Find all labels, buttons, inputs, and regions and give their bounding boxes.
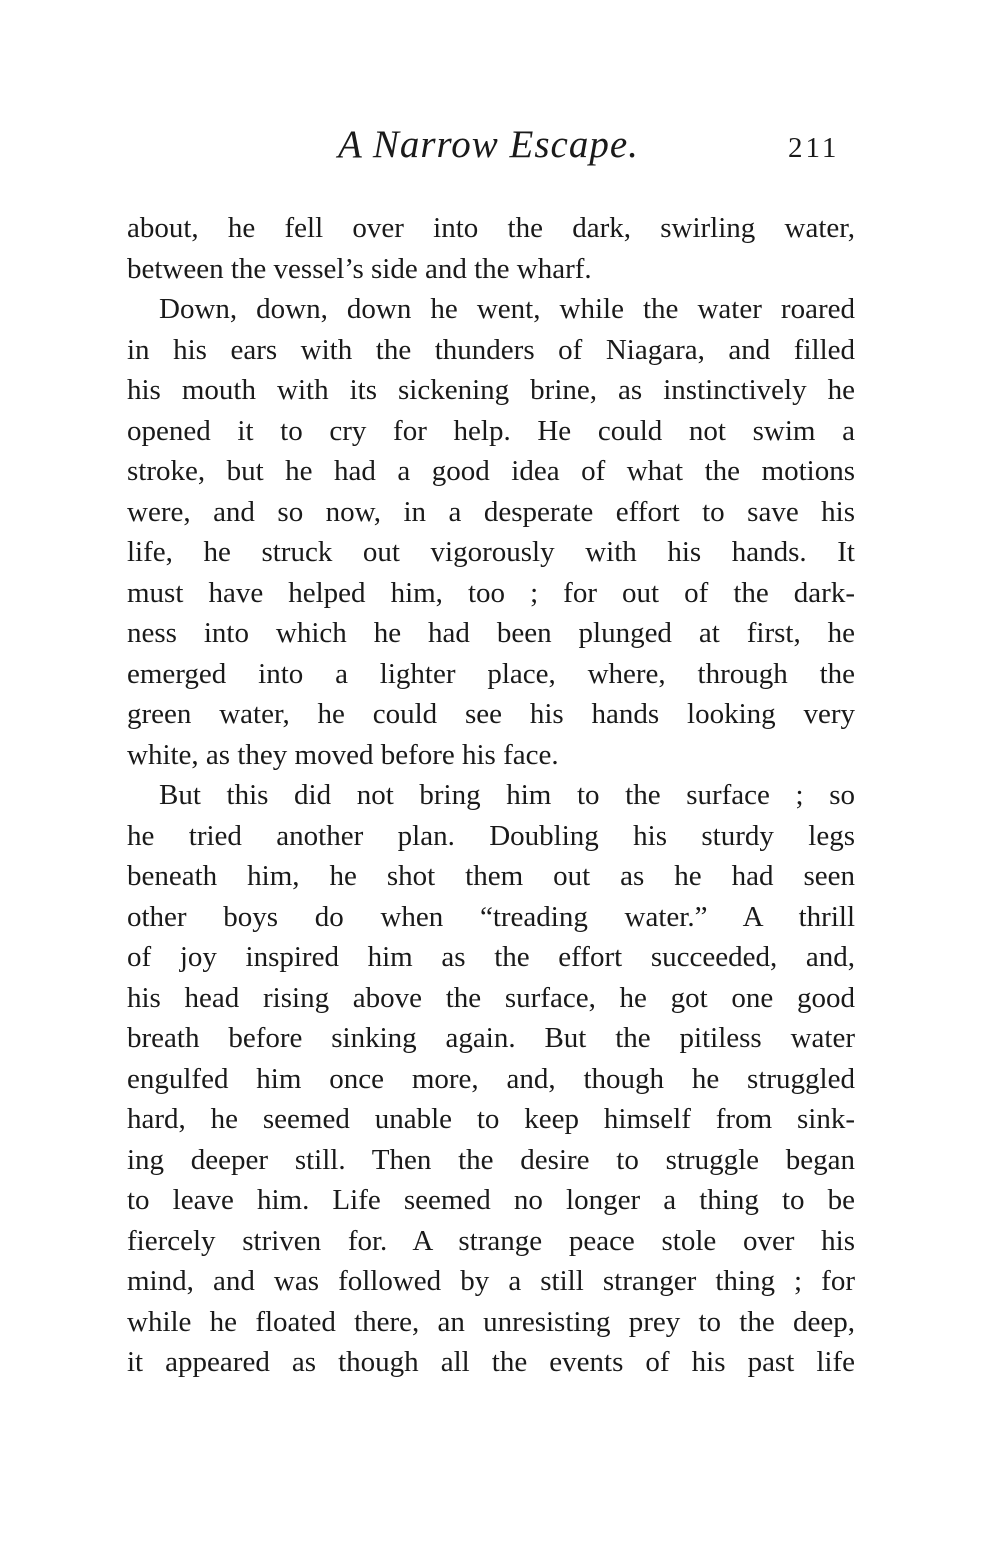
page-number: 211 — [788, 132, 840, 164]
text-line: must have helped him, too ; for out of the dark- — [127, 576, 855, 609]
text-line: hard, he seemed unable to keep himself from sink- — [127, 1103, 855, 1135]
running-title: A Narrow Escape. — [338, 123, 639, 166]
text-line: between the vessel’s side and the wharf. — [127, 252, 592, 285]
body-text — [127, 208, 855, 1383]
text-line: he tried another plan. Doubling his sturdy legs — [127, 819, 855, 852]
text-line: to leave him. Life seemed no longer a thing to be — [127, 1184, 855, 1216]
text-line: while he floated there, an unresisting prey to the deep, — [127, 1305, 855, 1338]
text-line: breath before sinking again. But the pitiless water — [127, 1022, 855, 1054]
text-line: stroke, but he had a good idea of what the motions — [127, 455, 855, 487]
text-line: his head rising above the surface, he got one good — [127, 981, 855, 1014]
text-line: were, and so now, in a desperate effort to save his — [127, 495, 855, 528]
text-line: ing deeper still. Then the desire to struggle began — [127, 1143, 855, 1176]
page-header — [0, 122, 1000, 182]
text-line: emerged into a lighter place, where, through the — [127, 657, 855, 690]
text-line: white, as they moved before his face. — [127, 738, 559, 771]
text-line: in his ears with the thunders of Niagara, and filled — [127, 333, 855, 366]
text-line: of joy inspired him as the effort succeeded, and, — [127, 941, 855, 973]
text-line: green water, he could see his hands looking very — [127, 698, 855, 730]
text-line: Down, down, down he went, while the water roared — [159, 293, 855, 325]
text-line: beneath him, he shot them out as he had seen — [127, 860, 855, 892]
text-line: other boys do when “treading water.” A thrill — [127, 900, 855, 933]
text-line: his mouth with its sickening brine, as instinctively he — [127, 374, 855, 406]
text-line: it appeared as though all the events of his past life — [127, 1346, 855, 1378]
text-line: engulfed him once more, and, though he struggled — [127, 1062, 855, 1095]
text-line: about, he fell over into the dark, swirling water, — [127, 212, 855, 244]
text-line: fiercely striven for. A strange peace stole over his — [127, 1224, 855, 1257]
text-line: mind, and was followed by a still stranger thing ; for — [127, 1265, 855, 1297]
text-line: opened it to cry for help. He could not swim a — [127, 414, 855, 447]
text-line: life, he struck out vigorously with his hands. It — [127, 536, 855, 568]
text-line: ness into which he had been plunged at first, he — [127, 617, 855, 649]
text-line: But this did not bring him to the surface ; so — [159, 779, 855, 811]
